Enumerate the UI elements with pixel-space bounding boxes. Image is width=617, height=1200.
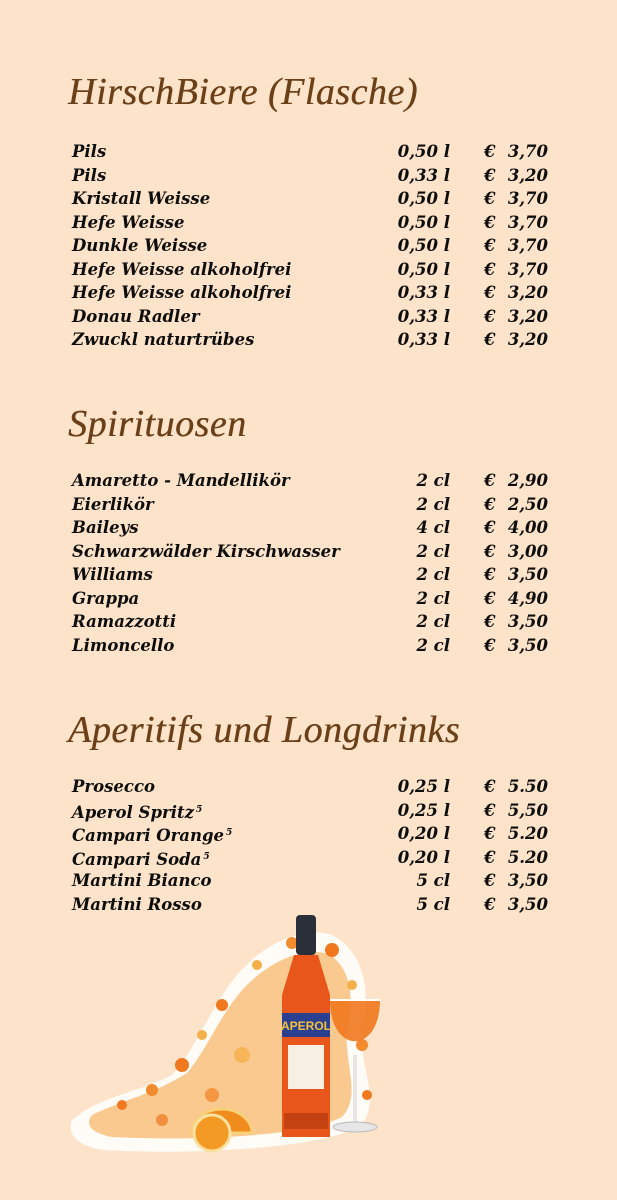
footnote-marker: 5: [203, 851, 210, 862]
currency-symbol: €: [484, 635, 496, 655]
currency-symbol: €: [484, 565, 496, 584]
item-price: 3,50: [507, 894, 548, 914]
item-volume: 0,20 l: [397, 847, 450, 867]
list-item: [72, 305, 552, 329]
item-price: 3,70: [507, 236, 548, 255]
item-volume: 0,33 l: [397, 330, 450, 349]
currency-symbol: €: [484, 588, 496, 608]
list-item: [72, 846, 552, 870]
item-name: [72, 822, 232, 848]
item-price: 3,70: [507, 212, 548, 232]
list-item: [72, 540, 552, 564]
item-name: Limoncello: [72, 635, 175, 655]
item-price: 3,50: [507, 565, 548, 584]
item-name: Hefe Weisse: [72, 212, 185, 232]
footnote-marker: 5: [226, 828, 233, 838]
footnote-marker: 5: [195, 804, 203, 815]
item-volume: 2 cl: [416, 635, 450, 655]
item-name-text: Prosecco: [72, 777, 155, 796]
item-volume: 5 cl: [416, 894, 450, 914]
item-price: 5.50: [507, 777, 548, 796]
currency-symbol: €: [484, 306, 496, 326]
item-price: 3,20: [507, 306, 548, 326]
item-volume: 2 cl: [416, 565, 450, 584]
list-item: [72, 164, 552, 188]
item-volume: 0,25 l: [397, 777, 450, 796]
spirits-list: [72, 469, 552, 657]
currency-symbol: €: [484, 518, 496, 537]
currency-symbol: €: [484, 847, 496, 867]
item-price: 4,90: [507, 588, 548, 608]
currency-symbol: €: [484, 800, 496, 820]
list-item: [72, 493, 552, 517]
list-item: [72, 234, 552, 258]
item-volume: 0,33 l: [397, 165, 450, 185]
section-title-aperitifs: Aperitifs und Longdrinks: [68, 709, 461, 751]
item-volume: 0,20 l: [397, 824, 450, 843]
currency-symbol: €: [484, 236, 496, 255]
currency-symbol: €: [484, 142, 496, 161]
bottle-brand-label: APEROL: [280, 1019, 332, 1033]
list-item: [72, 563, 552, 587]
item-volume: 2 cl: [416, 541, 450, 561]
item-volume: 0,33 l: [397, 283, 450, 302]
item-name: [72, 869, 212, 893]
item-name-text: Martini Rosso: [72, 894, 202, 914]
list-item: [72, 258, 552, 282]
item-volume: 0,50 l: [397, 189, 450, 208]
currency-symbol: €: [484, 612, 496, 631]
currency-symbol: €: [484, 259, 496, 279]
item-price: 3,20: [507, 283, 548, 302]
aperitifs-list: [72, 775, 552, 916]
item-volume: 0,50 l: [397, 259, 450, 279]
list-item: [72, 775, 552, 799]
item-name: Grappa: [72, 588, 140, 608]
item-price: 3,20: [507, 165, 548, 185]
item-price: 5.20: [507, 847, 548, 867]
currency-symbol: €: [484, 894, 496, 914]
item-volume: 2 cl: [416, 494, 450, 514]
item-name-text: Campari Orange: [72, 826, 225, 845]
currency-symbol: €: [484, 330, 496, 349]
item-price: 5.20: [507, 824, 548, 843]
currency-symbol: €: [484, 471, 496, 490]
currency-symbol: €: [484, 494, 496, 514]
list-item: [72, 140, 552, 164]
item-name: Pils: [72, 142, 107, 161]
item-price: 3,70: [507, 189, 548, 208]
item-name: Kristall Weisse: [72, 189, 211, 208]
list-item: [72, 822, 552, 846]
item-volume: 2 cl: [416, 612, 450, 631]
item-name-text: Martini Bianco: [72, 871, 212, 890]
currency-symbol: €: [484, 824, 496, 843]
item-name: Schwarzwälder Kirschwasser: [72, 541, 340, 561]
item-name: Hefe Weisse alkoholfrei: [72, 259, 292, 279]
item-price: 5,50: [507, 800, 548, 820]
item-volume: 2 cl: [416, 588, 450, 608]
item-name: Amaretto - Mandellikör: [72, 471, 290, 490]
item-name: [72, 799, 202, 825]
item-price: 3,20: [507, 330, 548, 349]
item-name: Donau Radler: [72, 306, 200, 326]
currency-symbol: €: [484, 777, 496, 796]
item-price: 2,90: [507, 471, 548, 490]
item-volume: 0,33 l: [397, 306, 450, 326]
item-name: Zwuckl naturtrübes: [72, 330, 255, 349]
item-price: 3,00: [507, 541, 548, 561]
item-name-text: Campari Soda: [72, 849, 202, 869]
list-item: [72, 281, 552, 305]
currency-symbol: €: [484, 212, 496, 232]
list-item: [72, 516, 552, 540]
list-item: [72, 187, 552, 211]
aperol-spritz-illustration: [62, 905, 402, 1155]
item-volume: 0,50 l: [397, 212, 450, 232]
item-volume: 0,50 l: [397, 236, 450, 255]
item-price: 3,50: [507, 635, 548, 655]
item-name: [72, 846, 210, 872]
item-price: 3,50: [507, 612, 548, 631]
item-price: 3,70: [507, 142, 548, 161]
beer-list: [72, 140, 552, 352]
section-title-spirits: Spirituosen: [68, 403, 247, 445]
item-price: 4,00: [507, 518, 548, 537]
item-price: 2,50: [507, 494, 548, 514]
currency-symbol: €: [484, 189, 496, 208]
item-volume: 2 cl: [416, 471, 450, 490]
item-name: Pils: [72, 165, 107, 185]
list-item: [72, 610, 552, 634]
item-price: 3,50: [507, 871, 548, 890]
item-volume: 5 cl: [416, 871, 450, 890]
list-item: [72, 328, 552, 352]
currency-symbol: €: [484, 165, 496, 185]
item-name: Dunkle Weisse: [72, 236, 208, 255]
item-volume: 0,25 l: [397, 800, 450, 820]
item-price: 3,70: [507, 259, 548, 279]
list-item: [72, 469, 552, 493]
list-item: [72, 799, 552, 823]
currency-symbol: €: [484, 871, 496, 890]
section-title-beer: HirschBiere (Flasche): [68, 71, 418, 113]
item-name: Eierlikör: [72, 494, 154, 514]
item-name: [72, 775, 155, 799]
currency-symbol: €: [484, 283, 496, 302]
item-name-text: Aperol Spritz: [72, 802, 194, 822]
item-volume: 4 cl: [416, 518, 450, 537]
item-name: Ramazzotti: [72, 612, 177, 631]
list-item: [72, 869, 552, 893]
item-name: Baileys: [72, 518, 139, 537]
list-item: [72, 587, 552, 611]
list-item: [72, 211, 552, 235]
item-name: Hefe Weisse alkoholfrei: [72, 283, 292, 302]
item-volume: 0,50 l: [397, 142, 450, 161]
item-name: Williams: [72, 565, 153, 584]
currency-symbol: €: [484, 541, 496, 561]
list-item: [72, 634, 552, 658]
